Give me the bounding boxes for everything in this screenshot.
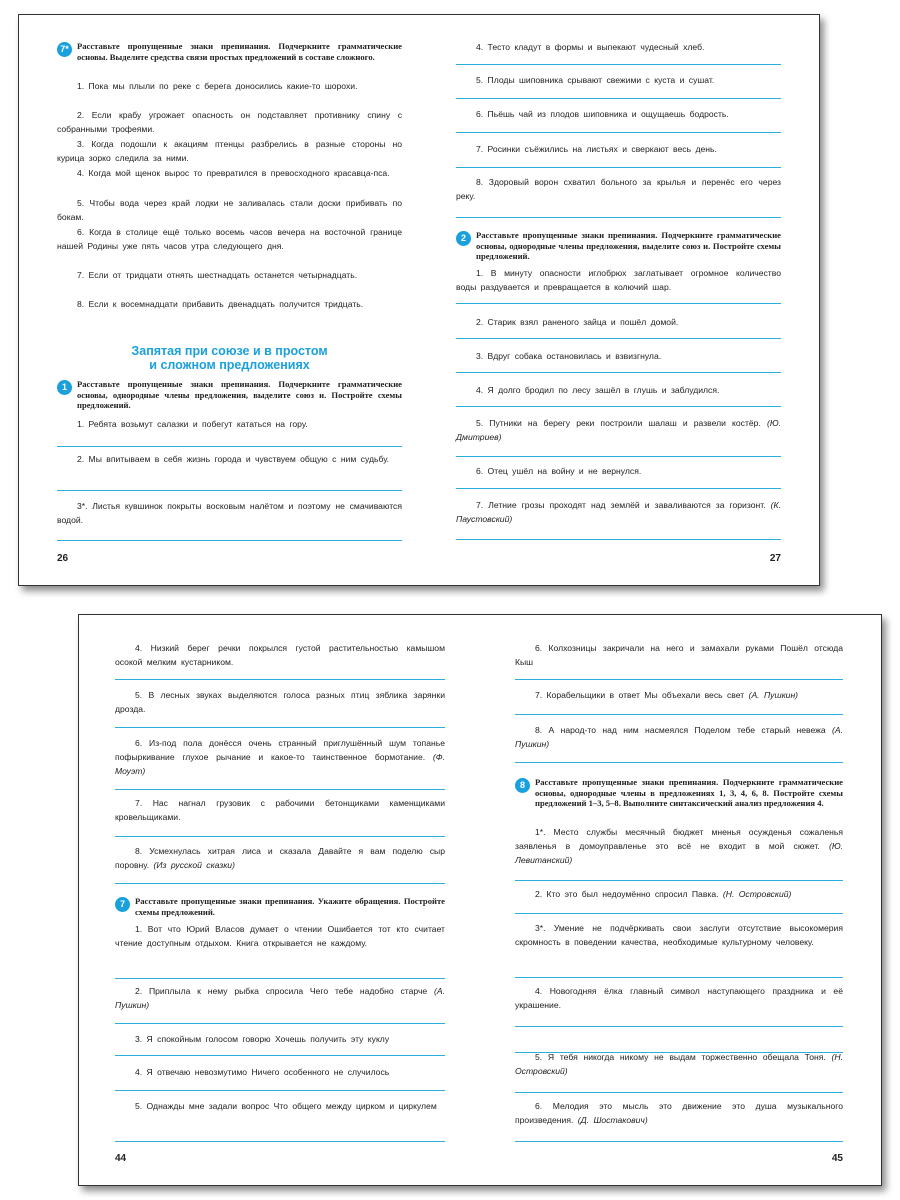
answer-line[interactable] [456, 338, 781, 339]
list-item: 4. Тесто кладут в формы и выпекают чудесный хлеб. [476, 42, 705, 52]
answer-line[interactable] [57, 540, 402, 541]
task-2-instruction: 2 Расставьте пропущенные знаки препинания. Подчеркните грамматические основы, однородные члены предложения, выделите союз и. Постройте схемы предложений. [456, 230, 781, 262]
list-item: 2. Приплыла к нему рыбка спросила Чего тебе надобно старче (А. Пушкин) [115, 986, 445, 1011]
source-author: (А. Пушкин) [515, 725, 843, 750]
source-author: (Ю. Левитанский) [515, 841, 843, 866]
answer-line[interactable] [115, 836, 445, 837]
list-item: 4. Я долго бродил по лесу зашёл в глушь и заблудился. [476, 385, 720, 395]
list-item: 4. Когда мой щенок вырос то превратился в превосходного красавца-пса. [77, 168, 390, 178]
answer-line[interactable] [515, 913, 843, 914]
answer-line[interactable] [57, 446, 402, 447]
source-author: (Ю. Дмитриев) [456, 418, 781, 443]
source-author: (Д. Шостакович) [577, 1115, 648, 1126]
answer-line[interactable] [456, 132, 781, 133]
task-8-badge: 8 [515, 778, 530, 793]
list-item: 7. Росинки съёжились на листьях и сверкают весь день. [476, 144, 717, 154]
page-number: 27 [769, 553, 781, 564]
list-item: 1. Ребята возьмут салазки и побегут кататься на гору. [77, 419, 308, 429]
source-author: (Из русской сказки) [153, 860, 235, 871]
task-7-instruction: 7 Расставьте пропущенные знаки препинания. Укажите обращения. Постройте схемы предложений. [115, 896, 445, 917]
answer-line[interactable] [456, 303, 781, 304]
list-item: 6. Колхозницы закричали на него и замахали руками Пошёл отсюда Кыш [515, 643, 843, 668]
list-item: 7. Нас нагнал грузовик с рабочими бетонщиками каменщиками кровельщиками. [115, 798, 445, 823]
answer-line[interactable] [456, 539, 781, 540]
page-number: 45 [831, 1153, 843, 1164]
answer-line[interactable] [515, 1141, 843, 1142]
list-item: 7. Корабельщики в ответ Мы объехали весь свет (А. Пушкин) [535, 690, 799, 700]
page-number: 44 [115, 1153, 127, 1164]
answer-line[interactable] [456, 406, 781, 407]
answer-line[interactable] [456, 98, 781, 99]
list-item: 2. Мы впитываем в себя жизнь города и чувствуем общую с ним судьбу. [77, 454, 390, 464]
answer-line[interactable] [115, 1141, 445, 1142]
list-item: 6. Мелодия это мысль это движение это душа музыкального произведения. (Д. Шостакович) [515, 1101, 843, 1126]
list-item: 6. Отец ушёл на войну и не вернулся. [476, 466, 642, 476]
list-item: 5. В лесных звуках выделяются голоса разных птиц зяблика зарянки дрозда. [115, 690, 445, 715]
list-item: 8. Если к восемнадцати прибавить двенадцать получится тридцать. [77, 299, 364, 309]
answer-line[interactable] [456, 372, 781, 373]
task-1-badge: 1 [57, 380, 72, 395]
list-item: 3*. Листья кувшинок покрыты восковым налётом и поэтому не смачиваются водой. [57, 501, 402, 526]
list-item: 5. Путники на берегу реки построили шалаш и развели костёр. (Ю. Дмитриев) [456, 418, 781, 443]
list-item: 8. Здоровый ворон схватил больного за крылья и перенёс его через реку. [456, 177, 781, 202]
list-item: 5. Я тебя никогда никому не выдам торжественно обещала Тоня. (Н. Островский) [515, 1052, 843, 1077]
answer-line[interactable] [57, 490, 402, 491]
list-item: 8. А народ-то над ним насмеялся Поделом тебе старый невежа (А. Пушкин) [515, 725, 843, 750]
task-2-badge: 2 [456, 231, 471, 246]
answer-line[interactable] [115, 1090, 445, 1091]
list-item: 1. Пока мы плыли по реке с берега доносились какие-то шорохи. [77, 81, 358, 91]
list-item: 3. Я спокойным голосом говорю Хочешь получить эту куклу [135, 1034, 390, 1044]
answer-line[interactable] [456, 217, 781, 218]
list-item: 4. Низкий берег речки покрылся густой растительностью камышом осокой мелким кустарником. [115, 643, 445, 668]
list-item: 2. Если крабу угрожает опасность он подставляет противнику спину с собранными трофеями. [57, 110, 402, 135]
answer-line[interactable] [115, 1055, 445, 1056]
answer-line[interactable] [515, 714, 843, 715]
page-26 [57, 15, 402, 585]
answer-line[interactable] [515, 1092, 843, 1093]
page-number: 26 [57, 553, 69, 564]
list-item: 5. Плоды шиповника срывают свежими с куста и сушат. [476, 75, 715, 85]
task-1-instruction: 1 Расставьте пропущенные знаки препинания. Подчеркните грамматические основы, однородные члены предложения, выделите союз и. Постройте схемы предложений. [57, 379, 402, 411]
workbook-spread-bottom [78, 614, 882, 1186]
answer-line[interactable] [515, 762, 843, 763]
list-item: 2. Кто это был недоумённо спросил Павка. (Н. Островский) [535, 889, 792, 899]
list-item: 1*. Место службы месячный бюджет мненья осужденья сожаленья заявленья в домоуправленье это всё не входит в мой сюжет. (Ю. Левитанский) [515, 827, 843, 866]
list-item: 5. Однажды мне задали вопрос Что общего между цирком и циркулем [135, 1101, 437, 1111]
answer-line[interactable] [115, 789, 445, 790]
workbook-spread-top [18, 14, 820, 586]
list-item: 1. В минуту опасности иглобрюх заглатывает огромное количество воды раздувается и превращается в колючий шар. [456, 268, 781, 293]
answer-line[interactable] [115, 727, 445, 728]
page-45 [515, 615, 843, 1185]
page-44 [115, 615, 445, 1185]
source-author: (Н. Островский) [722, 889, 792, 899]
list-item: 2. Старик взял раненого зайца и пошёл домой. [476, 317, 679, 327]
list-item: 6. Пьёшь чай из плодов шиповника и ощущаешь бодрость. [476, 109, 729, 119]
task-7-instruction: 7* Расставьте пропущенные знаки препинания. Подчеркните грамматические основы. Выделите средства связи простых предложений в составе сложного. [57, 41, 402, 62]
answer-line[interactable] [115, 679, 445, 680]
answer-line[interactable] [515, 679, 843, 680]
list-item: 4. Новогодняя ёлка главный символ наступающего праздника и её украшение. [515, 986, 843, 1011]
answer-line[interactable] [515, 977, 843, 978]
source-author: (Н. Островский) [515, 1052, 843, 1077]
answer-line[interactable] [515, 1026, 843, 1027]
task-7-badge: 7 [115, 897, 130, 912]
answer-line[interactable] [115, 1023, 445, 1024]
answer-line[interactable] [456, 456, 781, 457]
list-item: 6. Из-под пола донёсся очень странный приглушённый шум топанье пофыркивание глухое рычание и какое-то таинственное бормотание. (Ф. Моуэт) [115, 738, 445, 777]
answer-line[interactable] [115, 883, 445, 884]
task-8-instruction: 8 Расставьте пропущенные знаки препинания. Подчеркните грамматические основы, однородные члены в предложениях 1, 3, 4, 6, 8. Постройте схемы предложений 1–3, 5–8. Выполните синтаксический анализ предложения 4. [515, 777, 843, 809]
page-27 [456, 15, 781, 585]
list-item: 3*. Умение не подчёркивать свои заслуги отсутствие высокомерия скромность в поведении качества, необходимые культурному человеку. [515, 923, 843, 948]
source-author: (А. Пушкин) [748, 690, 799, 700]
answer-line[interactable] [456, 488, 781, 489]
list-item: 3. Когда подошли к акациям птенцы разбрелись в разные стороны но курица зорко следила за ними. [57, 139, 402, 164]
source-author: (Ф. Моуэт) [115, 752, 445, 777]
list-item: 6. Когда в столице ещё только восемь часов вечера на восточной границе нашей Родины уже пять часов утра следующего дня. [57, 227, 402, 252]
source-author: (К. Паустовский) [456, 500, 781, 525]
list-item: 1. Вот что Юрий Власов думает о чтении Ошибается тот кто считает чтение доступным отдыхом. Книга открывается не каждому. [115, 924, 445, 949]
answer-line[interactable] [456, 167, 781, 168]
list-item: 8. Усмехнулась хитрая лиса и сказала Давайте я вам поделю сыр поровну. (Из русской сказки) [115, 846, 445, 871]
task-7-badge: 7* [57, 42, 72, 57]
list-item: 3. Вдруг собака остановилась и взвизгнула. [476, 351, 662, 361]
list-item: 5. Чтобы вода через край лодки не заливалась стали доски прибивать по бокам. [57, 198, 402, 223]
answer-line[interactable] [515, 880, 843, 881]
list-item: 7. Если от тридцати отнять шестнадцать останется четырнадцать. [77, 270, 358, 280]
source-author: (А. Пушкин) [115, 986, 445, 1011]
answer-line[interactable] [115, 978, 445, 979]
list-item: 7. Летние грозы проходят над землёй и заваливаются за горизонт. (К. Паустовский) [456, 500, 781, 525]
list-item: 4. Я отвечаю невозмутимо Ничего особенного не случилось [135, 1067, 390, 1077]
section-title: Запятая при союзе и в простом и сложном предложениях [131, 344, 328, 372]
answer-line[interactable] [456, 64, 781, 65]
